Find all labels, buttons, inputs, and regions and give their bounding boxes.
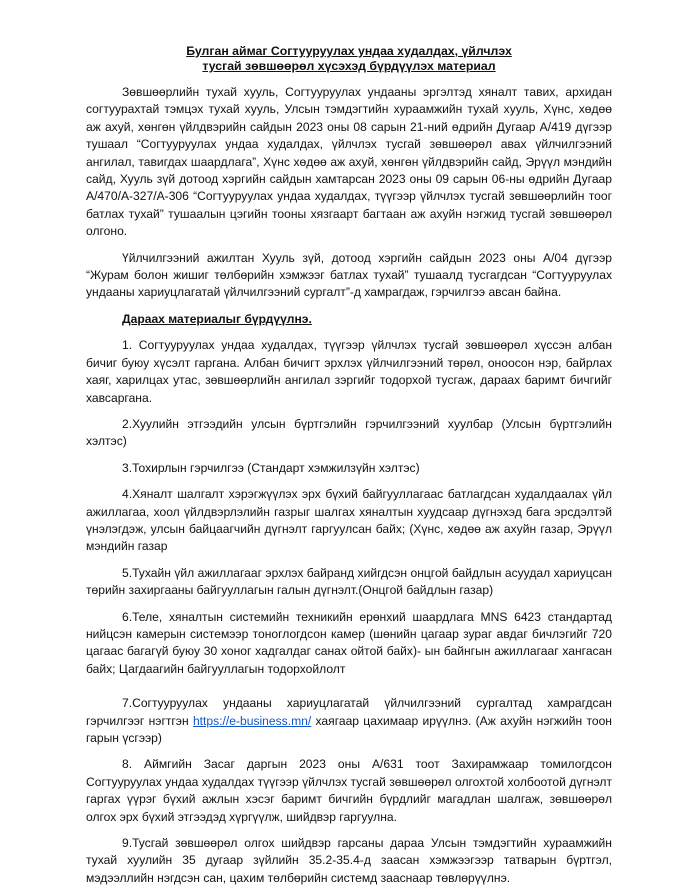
document-title <box>86 44 612 74</box>
list-item-5: 5.Тухайн үйл ажиллагааг эрхлэх байранд хийгдсэн онцгой байдлын асуудал хариуцсан төрийн захиргааны байгууллагын галын дүгнэлт.(Онцгой байдлын газар) <box>86 565 612 598</box>
section-heading: Дараах материалыг бүрдүүлнэ. <box>122 311 312 326</box>
list-item-9: 9.Тусгай зөвшөөрөл олгох шийдвэр гарсаны дараа Улсын тэмдэгтийн хураамжийн тухай хуулийн 35 дугаар зүйлийн 35.2-35.4-д заасан хэмжээгээр татварын бүртгэл, мэдээллийн нэгдсэн сан, цахим төлбөрийн системд зааснаар төвлөрүүлнэ. <box>86 836 612 885</box>
title-line-1: Булган аймаг Согтууруулах ундаа худалдах, үйлчлэх <box>186 44 512 58</box>
document-page <box>86 44 612 896</box>
list-item-8: 8. Аймгийн Засаг даргын 2023 оны А/631 тоот Захирамжаар томилогдсон Согтууруулах ундаа худалдах түүгээр үйлчлэх тусгай зөвшөөрөл олгохтой холбоотой дүгнэлт гаргах үүрэг бүхий ажлын хэсэг баримт бичгийн бүрдлийг магадлан шалгаж, зөвшөөрөл олгох эрх бүхий этгээдэд хүргүүлж, шийдвэр гаргуулна. <box>86 757 612 824</box>
spacer <box>86 687 612 695</box>
item-7-text-after: хаягаар цахимаар ирүүлнэ. (Аж ахуйн нэгжийн тоон гарын үсгээр) <box>86 713 612 745</box>
title-line-2: тусгай зөвшөөрөл хүсэхэд бүрдүүлэх материал <box>202 59 496 73</box>
intro-paragraph-1: Зөвшөөрлийн тухай хууль, Согтууруулах ундааны эргэлтэд хяналт тавих, архидан согтуурахтай тэмцэх тухай хууль, Улсын тэмдэгтийн хураамжийн тухай хууль, Хүнс, хөдөө аж ахуй, хөнгөн үйлдвэрийн сайдын 2023 оны 08 сарын 21-ний өдрийн Дугаар А/419 дүгээр тушаал “Согтууруулах ундаа худалдах, үйлчлэх тусгай зөвшөөрөл авах үйлчилгээний ангилал, тавигдах шаардлага”, Хүнс хөдөө аж ахуй, хөнгөн үйлдвэрийн сайд, Эрүүл мэндийн сайд, Хууль зүй дотоод хэргийн сайдын хамтарсан 2023 оны 09 сарын 06-ны өдрийн Дугаар А/470/А-327/А-306 “Согтууруулах ундаа худалдах, түүгээр үйлчлэх тусгай зөвшөөрлийн тоог батлах тухай” тушаалын цэгийн тооны хязгаарт багтаан аж ахуйн нэгжид тусгай зөвшөөрөл олгоно. <box>86 85 612 239</box>
list-item-3: 3.Тохирлын гэрчилгээ (Стандарт хэмжилзүйн хэлтэс) <box>122 460 420 475</box>
intro-paragraph-2: Үйлчилгээний ажилтан Хууль зүй, дотоод хэргийн сайдын 2023 оны А/04 дүгээр “Журам болон жишиг төлбөрийн хэмжээг батлах тухай” тушаалд тусгагдсан “Согтууруулах ундааны хариуцлагатай үйлчилгээний сургалт”-д хамрагдаж, гэрчилгээ авсан байна. <box>86 250 612 300</box>
list-item-7 <box>86 695 612 747</box>
item-7-text-before: 7.Согтууруулах ундааны хариуцлагатай үйлчилгээний сургалтад хамрагдсан гэрчилгээг нэгтгэн <box>86 696 612 728</box>
list-item-2: 2.Хуулийн этгээдийн улсын бүртгэлийн гэрчилгээний хуулбар (Улсын бүртгэлийн хэлтэс) <box>86 416 612 449</box>
list-item-1: 1. Согтууруулах ундаа худалдах, түүгээр үйлчлэх тусгай зөвшөөрөл хүссэн албан бичиг буюу хүсэлт гаргана. Албан бичигт эрхлэх үйлчилгээний төрөл, оноосон нэр, байрлах хаяг, харилцах утас, зөвшөөрлийн ангилал зэргийг тодорхой тусгаж, дараах баримт бичгийг хавсаргана. <box>86 338 612 405</box>
list-item-4: 4.Хяналт шалгалт хэрэгжүүлэх эрх бүхий байгууллагаас батлагдсан худалдаалах үйл ажиллагаа, хоол үйлдвэрлэлийн газрыг шалгах хяналтын хуудсаар дүгнэхэд бага эрсдэлтэй үнэлэгдэж, улсын байцаагчийн дүгнэлт гаргуулсан байх; (Хүнс, хөдөө аж ахуйн газар, Эрүүл мэндийн газар <box>86 487 612 554</box>
list-item-6: 6.Теле, хяналтын системийн техникийн ерөнхий шаардлага MNS 6423 стандартад нийцсэн камерын системээр тоноглогдсон камер (шөнийн цагаар зураг авдаг бичлэгийг 720 цагаас багагүй буюу 30 хоног хадгалдаг санах ойтой байх)- ын байнгын ажиллагааг хангасан байх; Цагдаагийн байгууллагын тодорхойлолт <box>86 609 612 676</box>
e-business-link[interactable]: https://e-business.mn/ <box>192 713 312 728</box>
